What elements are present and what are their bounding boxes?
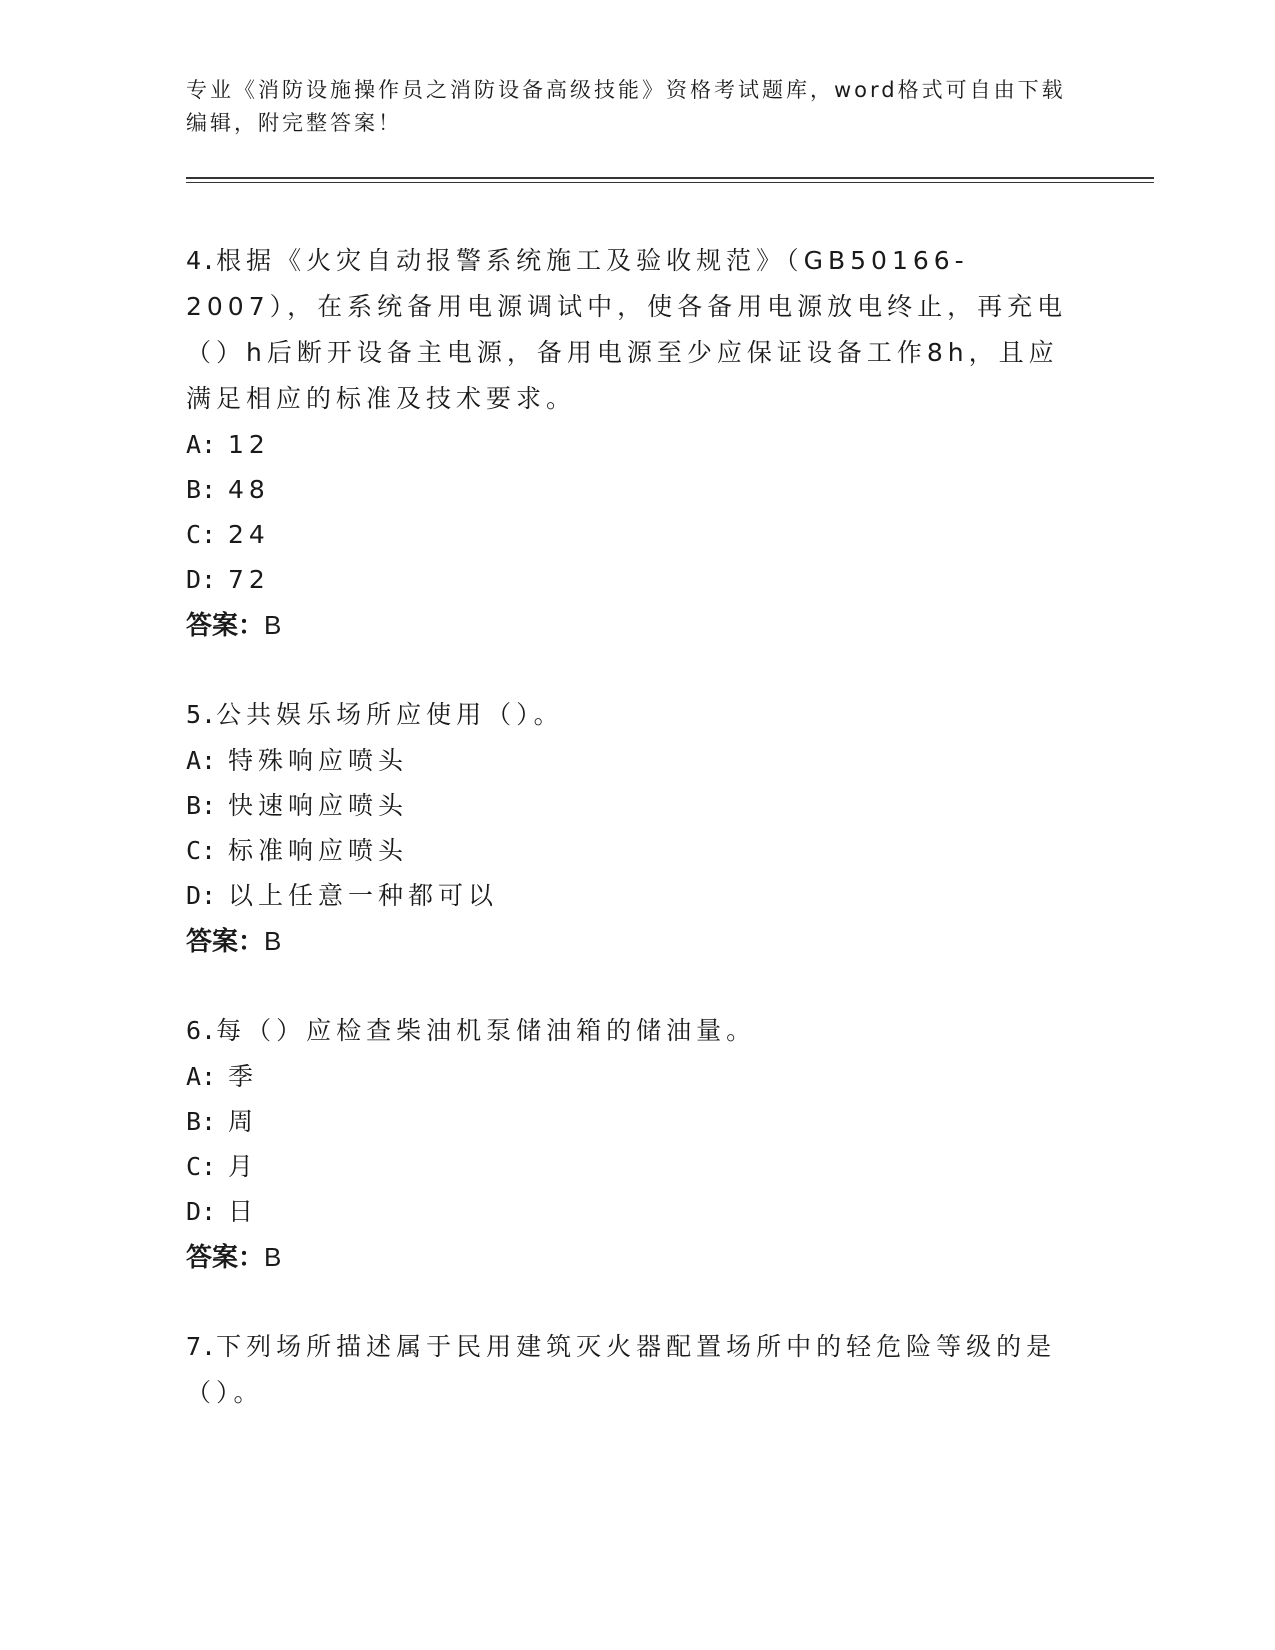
option-value: 月: [228, 1152, 259, 1181]
answer-value: B: [264, 926, 282, 956]
question-body: 每（）应检查柴油机泵储油箱的储油量。: [216, 1016, 757, 1045]
option-value: 48: [228, 475, 270, 504]
option-d: [186, 1189, 1086, 1234]
question-number: 5.: [186, 700, 217, 729]
header-divider-bottom: [186, 182, 1154, 183]
question-body: 公共娱乐场所应使用（）。: [216, 700, 564, 729]
header-divider-top: [186, 177, 1154, 179]
option-value: 特殊响应喷头: [228, 746, 409, 775]
option-value: 快速响应喷头: [228, 791, 409, 820]
option-b: [186, 1099, 1086, 1144]
question-text: [186, 1008, 1086, 1054]
answer-value: B: [264, 610, 282, 640]
option-value: 日: [228, 1197, 259, 1226]
option-a: [186, 738, 1086, 783]
document-header: 专业《消防设施操作员之消防设备高级技能》资格考试题库，word格式可自由下载编辑，附完整答案！: [186, 78, 1066, 135]
option-d: [186, 557, 1086, 602]
option-value: 72: [228, 565, 270, 594]
option-value: 标准响应喷头: [228, 836, 409, 865]
option-value: 12: [228, 430, 270, 459]
question-7: [186, 1324, 1086, 1416]
option-key: B:: [186, 791, 217, 820]
question-text: [186, 692, 1086, 738]
option-a: [186, 1054, 1086, 1099]
option-key: C:: [186, 1152, 217, 1181]
option-key: A:: [186, 1062, 217, 1091]
question-number: 7.: [186, 1332, 217, 1361]
answer-label: 答案：: [186, 611, 265, 641]
option-key: D:: [186, 881, 217, 910]
option-key: D:: [186, 565, 217, 594]
option-b: [186, 467, 1086, 512]
option-value: 以上任意一种都可以: [228, 881, 499, 910]
answer-line: [186, 1234, 1086, 1281]
option-b: [186, 783, 1086, 828]
answer-line: [186, 918, 1086, 965]
option-key: D:: [186, 1197, 217, 1226]
option-c: [186, 1144, 1086, 1189]
answer-label: 答案：: [186, 927, 265, 957]
option-value: 24: [228, 520, 270, 549]
question-text: [186, 238, 1086, 422]
option-key: A:: [186, 746, 217, 775]
question-5: [186, 692, 1086, 965]
question-number: 6.: [186, 1016, 217, 1045]
question-4: [186, 238, 1086, 649]
option-key: B:: [186, 475, 217, 504]
answer-line: [186, 602, 1086, 649]
option-key: B:: [186, 1107, 217, 1136]
option-c: [186, 828, 1086, 873]
option-c: [186, 512, 1086, 557]
question-list: [186, 238, 1086, 1459]
option-key: A:: [186, 430, 217, 459]
question-body: 下列场所描述属于民用建筑灭火器配置场所中的轻危险等级的是（）。: [186, 1332, 1057, 1407]
option-key: C:: [186, 836, 217, 865]
answer-value: B: [264, 1242, 282, 1272]
option-value: 周: [228, 1107, 259, 1136]
question-text: [186, 1324, 1086, 1416]
option-a: [186, 422, 1086, 467]
option-value: 季: [228, 1062, 259, 1091]
question-body: 根据《火灾自动报警系统施工及验收规范》（GB50166-2007），在系统备用电源调试中，使各备用电源放电终止，再充电（）h后断开设备主电源，备用电源至少应保证设备工作8h，且应满足相应的标准及技术要求。: [186, 246, 1068, 413]
question-6: [186, 1008, 1086, 1281]
option-key: C:: [186, 520, 217, 549]
question-number: 4.: [186, 246, 217, 275]
answer-label: 答案：: [186, 1243, 265, 1273]
option-d: [186, 873, 1086, 918]
